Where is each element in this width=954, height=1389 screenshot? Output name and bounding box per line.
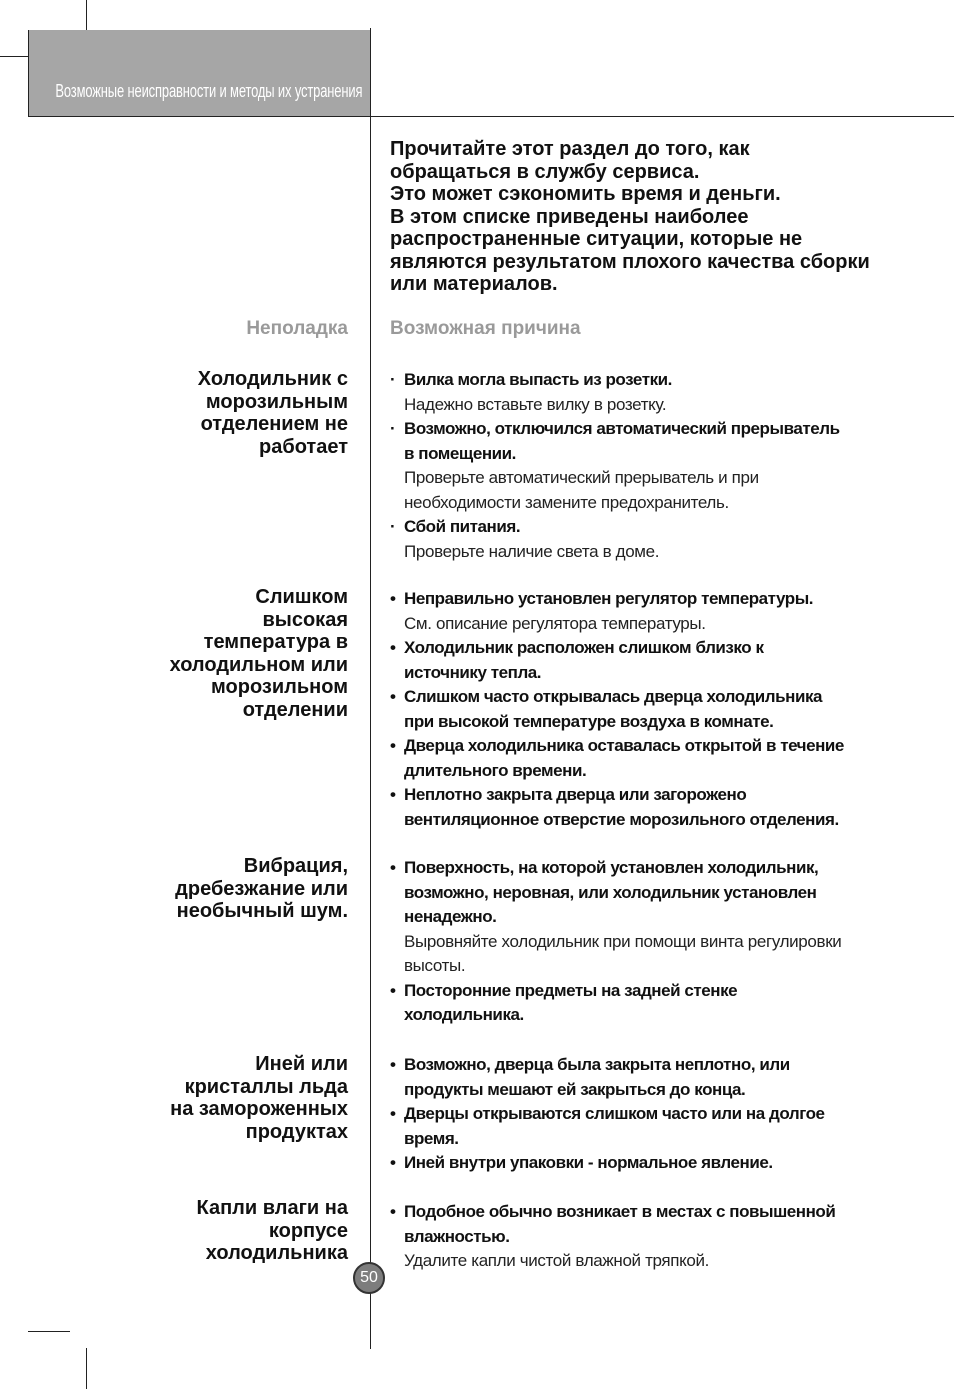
bullet-icon: •	[390, 736, 396, 755]
remedy-text: Удалите капли чистой влажной тряпкой.	[404, 1251, 710, 1270]
cause-text: Неплотно закрыта дверца или загорожено	[404, 785, 747, 804]
remedy-text: высоты.	[404, 956, 466, 975]
problem-line: Слишком	[255, 586, 348, 608]
bullet-icon: •	[390, 1153, 396, 1172]
remedy-text: Надежно вставьте вилку в розетку.	[404, 394, 667, 414]
remedy-text: Проверьте автоматический прерыватель и при	[404, 468, 759, 487]
list-item	[390, 515, 910, 564]
cause-text: Неправильно установлен регулятор температуры.	[404, 589, 814, 608]
list-item	[390, 417, 910, 515]
list-item	[390, 587, 910, 636]
bullet-icon: •	[390, 638, 396, 657]
cause-text: Слишком часто открывалась дверца холодильника	[404, 687, 823, 706]
cause-list	[390, 1053, 910, 1176]
problem-line: Капли влаги на	[196, 1197, 348, 1219]
problem-label	[118, 586, 348, 721]
list-item	[390, 734, 910, 783]
cause-text: Иней внутри упаковки - нормальное явление.	[404, 1153, 773, 1172]
list-item	[390, 979, 910, 1028]
section-title: Возможные неисправности и методы их устранения	[55, 81, 362, 101]
cause-text: Вилка могла выпасть из розетки.	[404, 370, 672, 389]
intro-line: распространенные ситуации, которые не	[390, 228, 803, 250]
remedy-text: Выровняйте холодильник при помощи винта регулировки	[404, 931, 842, 951]
cause-text: вентиляционное отверстие морозильного отделения.	[404, 809, 839, 829]
problem-line: необычный шум.	[176, 900, 348, 922]
problem-label	[118, 1197, 348, 1265]
cause-text: в помещении.	[404, 443, 516, 463]
problem-line: холодильника	[205, 1242, 348, 1264]
cause-column-heading: Возможная причина	[390, 318, 581, 339]
bullet-icon: ·	[390, 419, 396, 438]
cause-text: Холодильник расположен слишком близко к	[404, 638, 764, 657]
intro-line: Это может сэкономить время и деньги.	[390, 183, 781, 205]
cause-text: время.	[404, 1128, 459, 1148]
page-number: 50	[353, 1262, 385, 1294]
cause-text: ненадежно.	[404, 907, 497, 926]
cause-list	[390, 368, 910, 564]
cause-text: Подобное обычно возникает в местах с повышенной	[404, 1202, 836, 1221]
bullet-icon: •	[390, 980, 396, 1000]
section-header-band	[29, 30, 370, 116]
problem-line: отделением не	[200, 413, 348, 435]
problem-column-heading: Неполадка	[246, 318, 348, 339]
problem-line: отделении	[242, 698, 348, 721]
list-item	[390, 636, 910, 685]
list-item	[390, 783, 910, 832]
problem-line: продуктах	[245, 1120, 348, 1143]
remedy-text: Проверьте наличие света в доме.	[404, 541, 660, 561]
cause-text: влажностью.	[404, 1226, 510, 1246]
problem-line: Иней или	[255, 1053, 348, 1075]
problem-label	[118, 368, 348, 458]
cause-list	[390, 1200, 910, 1274]
problem-line: Холодильник с	[197, 368, 348, 390]
bullet-icon: •	[390, 1055, 396, 1074]
list-item	[390, 1053, 910, 1102]
problem-line: температура в	[203, 631, 348, 653]
bullet-icon: ·	[390, 517, 396, 536]
bullet-icon: •	[390, 687, 396, 706]
problem-line: морозильном	[211, 676, 348, 698]
cause-text: Поверхность, на которой установлен холодильник,	[404, 858, 819, 877]
crop-mark	[86, 0, 87, 30]
problem-line: корпусе	[268, 1219, 348, 1242]
cause-text: длительного времени.	[404, 760, 587, 780]
intro-line: или материалов.	[390, 273, 558, 295]
bullet-icon: •	[390, 785, 396, 804]
bullet-icon: •	[390, 1104, 396, 1123]
crop-mark	[28, 1331, 70, 1332]
problem-line: Вибрация,	[243, 855, 348, 877]
remedy-text: необходимости замените предохранитель.	[404, 492, 729, 512]
cause-text: Дверца холодильника оставалась открытой в течение	[404, 736, 844, 755]
cause-text: возможно, неровная, или холодильник установлен	[404, 882, 817, 902]
bullet-icon: •	[390, 858, 396, 877]
list-item	[390, 1102, 910, 1151]
problem-label	[118, 1053, 348, 1143]
cause-text: холодильника.	[404, 1005, 524, 1024]
problem-line: холодильном или	[169, 653, 348, 676]
intro-line: обращаться в службу сервиса.	[390, 160, 700, 183]
cause-text: Возможно, дверца была закрыта неплотно, или	[404, 1055, 790, 1074]
cause-list	[390, 856, 910, 1028]
cause-text: Дверцы открываются слишком часто или на долгое	[404, 1104, 825, 1123]
cause-text: Возможно, отключился автоматический прерыватель	[404, 419, 840, 438]
intro-line: Прочитайте этот раздел до того, как	[390, 138, 750, 160]
cause-text: при высокой температуре воздуха в комнате.	[404, 711, 774, 731]
intro-text	[390, 138, 930, 296]
bullet-icon: •	[390, 1202, 396, 1221]
header-rule	[28, 116, 954, 117]
list-item	[390, 368, 910, 417]
problem-line: кристаллы льда	[184, 1075, 348, 1098]
list-item	[390, 685, 910, 734]
cause-text: Посторонние предметы на задней стенке	[404, 980, 738, 1000]
list-item	[390, 1151, 910, 1176]
intro-line: являются результатом плохого качества сборки	[390, 250, 870, 273]
list-item	[390, 1200, 910, 1274]
cause-list	[390, 587, 910, 832]
intro-line: В этом списке приведены наиболее	[390, 205, 749, 228]
remedy-text: См. описание регулятора температуры.	[404, 613, 706, 633]
cause-text: продукты мешают ей закрыться до конца.	[404, 1079, 746, 1099]
column-divider	[370, 28, 371, 1349]
bullet-icon: ·	[390, 370, 396, 389]
list-item	[390, 856, 910, 979]
cause-text: источнику тепла.	[404, 662, 542, 682]
bullet-icon: •	[390, 589, 396, 608]
problem-line: высокая	[262, 608, 348, 631]
problem-line: работает	[259, 435, 348, 458]
crop-mark	[86, 1348, 87, 1389]
problem-label	[118, 855, 348, 923]
problem-line: дребезжание или	[175, 877, 348, 900]
problem-line: морозильным	[205, 390, 348, 413]
problem-line: на замороженных	[170, 1098, 348, 1120]
cause-text: Сбой питания.	[404, 517, 521, 536]
